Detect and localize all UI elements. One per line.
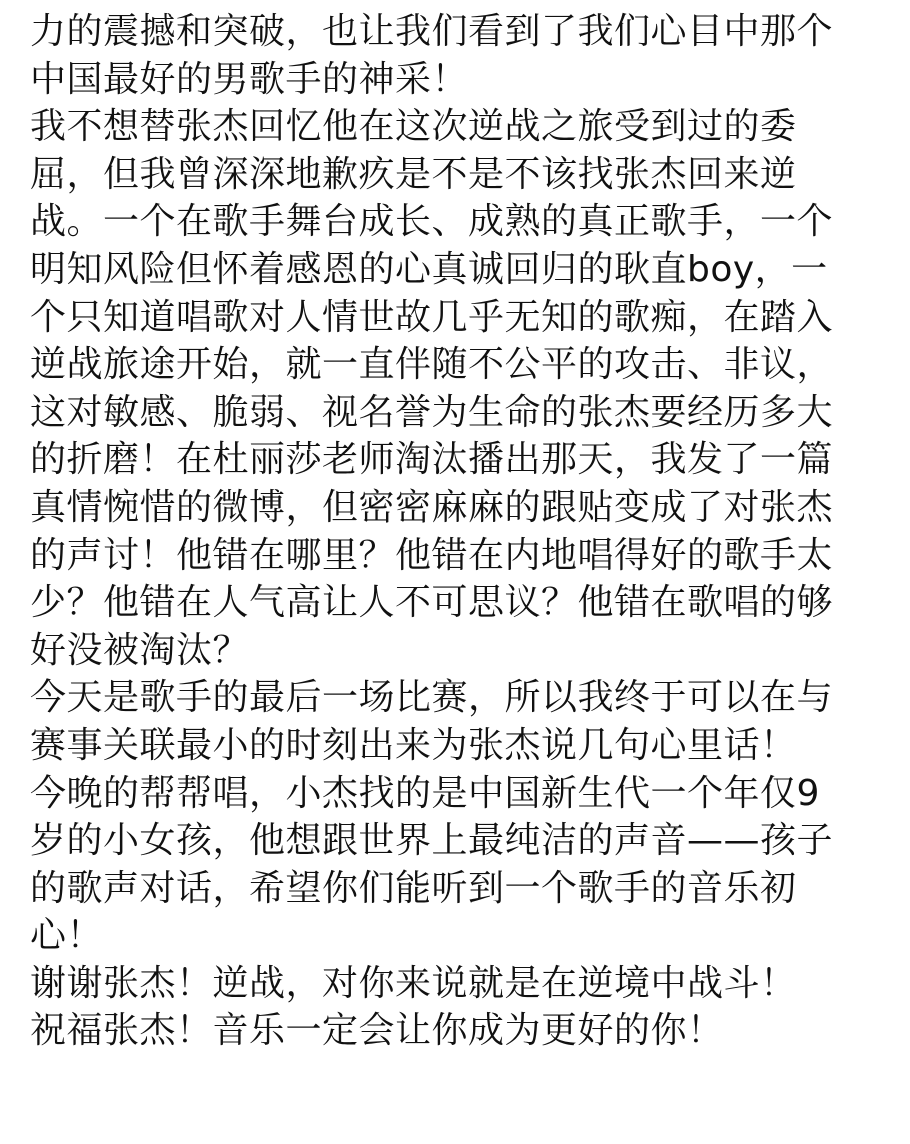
post-line: 赛事关联最小的时刻出来为张杰说几句心里话！ <box>30 724 797 766</box>
post-line: 战。一个在歌手舞台成长、成熟的真正歌手，一个 <box>30 201 834 243</box>
post-line: 的折磨！在杜丽莎老师淘汰播出那天，我发了一篇 <box>30 439 834 481</box>
post-line: 明知风险但怀着感恩的心真诚回归的耿直boy，一 <box>30 248 828 290</box>
post-line: 逆战旅途开始，就一直伴随不公平的攻击、非议， <box>30 344 834 386</box>
post-line: 屈，但我曾深深地歉疚是不是不该找张杰回来逆 <box>30 153 797 195</box>
post-line: 真情惋惜的微博，但密密麻麻的跟贴变成了对张杰 <box>30 486 834 528</box>
post-line: 心！ <box>30 915 104 957</box>
post-line: 个只知道唱歌对人情世故几乎无知的歌痴，在踏入 <box>30 296 834 338</box>
post-body <box>30 8 900 1055</box>
post-line: 岁的小女孩，他想跟世界上最纯洁的声音——孩子 <box>30 820 834 862</box>
watermark-overlay <box>530 1112 650 1142</box>
post-line: 好没被淘汰？ <box>30 629 250 671</box>
post-line: 谢谢张杰！逆战，对你来说就是在逆境中战斗！ <box>30 962 797 1004</box>
post-line: 的声讨！他错在哪里？他错在内地唱得好的歌手太 <box>30 534 834 576</box>
post-line: 中国最好的男歌手的神采！ <box>30 58 469 100</box>
post-line: 我不想替张杰回忆他在这次逆战之旅受到过的委 <box>30 106 797 148</box>
post-line: 力的震撼和突破，也让我们看到了我们心目中那个 <box>30 11 834 52</box>
post-line: 今晚的帮帮唱，小杰找的是中国新生代一个年仅9 <box>30 772 820 814</box>
post-line: 今天是歌手的最后一场比赛，所以我终于可以在与 <box>30 677 834 719</box>
post-line: 祝福张杰！音乐一定会让你成为更好的你！ <box>30 1010 724 1052</box>
post-line: 少？他错在人气高让人不可思议？他错在歌唱的够 <box>30 582 834 624</box>
post-line: 这对敏感、脆弱、视名誉为生命的张杰要经历多大 <box>30 391 834 433</box>
post-line: 的歌声对话，希望你们能听到一个歌手的音乐初 <box>30 867 797 909</box>
